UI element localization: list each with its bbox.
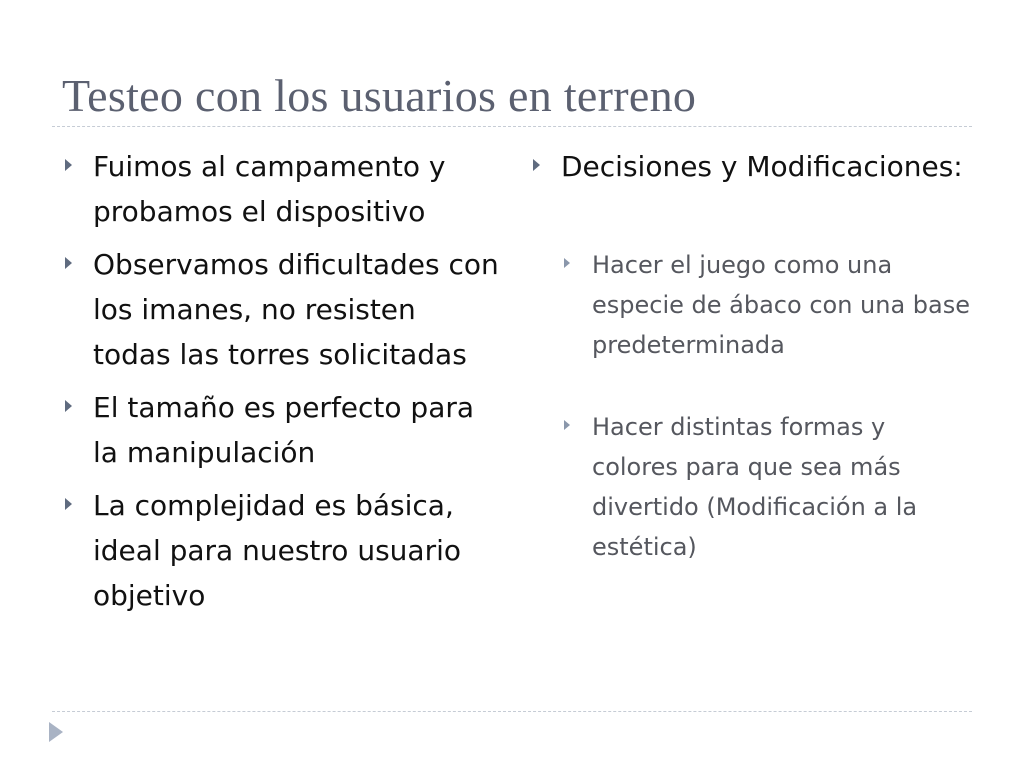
triangle-bullet-icon bbox=[564, 258, 570, 268]
triangle-bullet-icon bbox=[65, 257, 72, 269]
triangle-bullet-icon bbox=[65, 400, 72, 412]
bullet-text: Decisiones y Modificaciones: bbox=[561, 150, 963, 183]
footer-divider bbox=[52, 711, 972, 712]
right-column bbox=[530, 144, 970, 609]
bullet-item bbox=[62, 483, 502, 618]
bullet-text: La complejidad es básica, ideal para nuestro usuario objetivo bbox=[93, 489, 461, 612]
triangle-bullet-icon bbox=[65, 498, 72, 510]
next-slide-arrow-icon[interactable] bbox=[49, 722, 63, 742]
left-column bbox=[62, 144, 502, 626]
triangle-bullet-icon bbox=[564, 420, 570, 430]
bullet-item bbox=[62, 144, 502, 234]
sub-bullet-item bbox=[561, 245, 970, 365]
bullet-text: Observamos dificultades con los imanes, no resisten todas las torres solicitadas bbox=[93, 248, 499, 371]
sub-bullet-text: Hacer el juego como una especie de ábaco con una base predeterminada bbox=[592, 251, 970, 359]
triangle-bullet-icon bbox=[533, 159, 540, 171]
bullet-text: El tamaño es perfecto para la manipulación bbox=[93, 391, 475, 469]
sub-bullet-item bbox=[561, 407, 970, 567]
bullet-item bbox=[62, 385, 502, 475]
bullet-item-heading bbox=[530, 144, 970, 189]
sub-bullet-text: Hacer distintas formas y colores para que sea más divertido (Modificación a la estética) bbox=[592, 413, 918, 561]
bullet-text: Fuimos al campamento y probamos el dispositivo bbox=[93, 150, 446, 228]
title-divider bbox=[52, 126, 972, 127]
bullet-item bbox=[62, 242, 502, 377]
slide-title: Testeo con los usuarios en terreno bbox=[62, 70, 697, 121]
triangle-bullet-icon bbox=[65, 159, 72, 171]
sub-list bbox=[530, 197, 970, 567]
